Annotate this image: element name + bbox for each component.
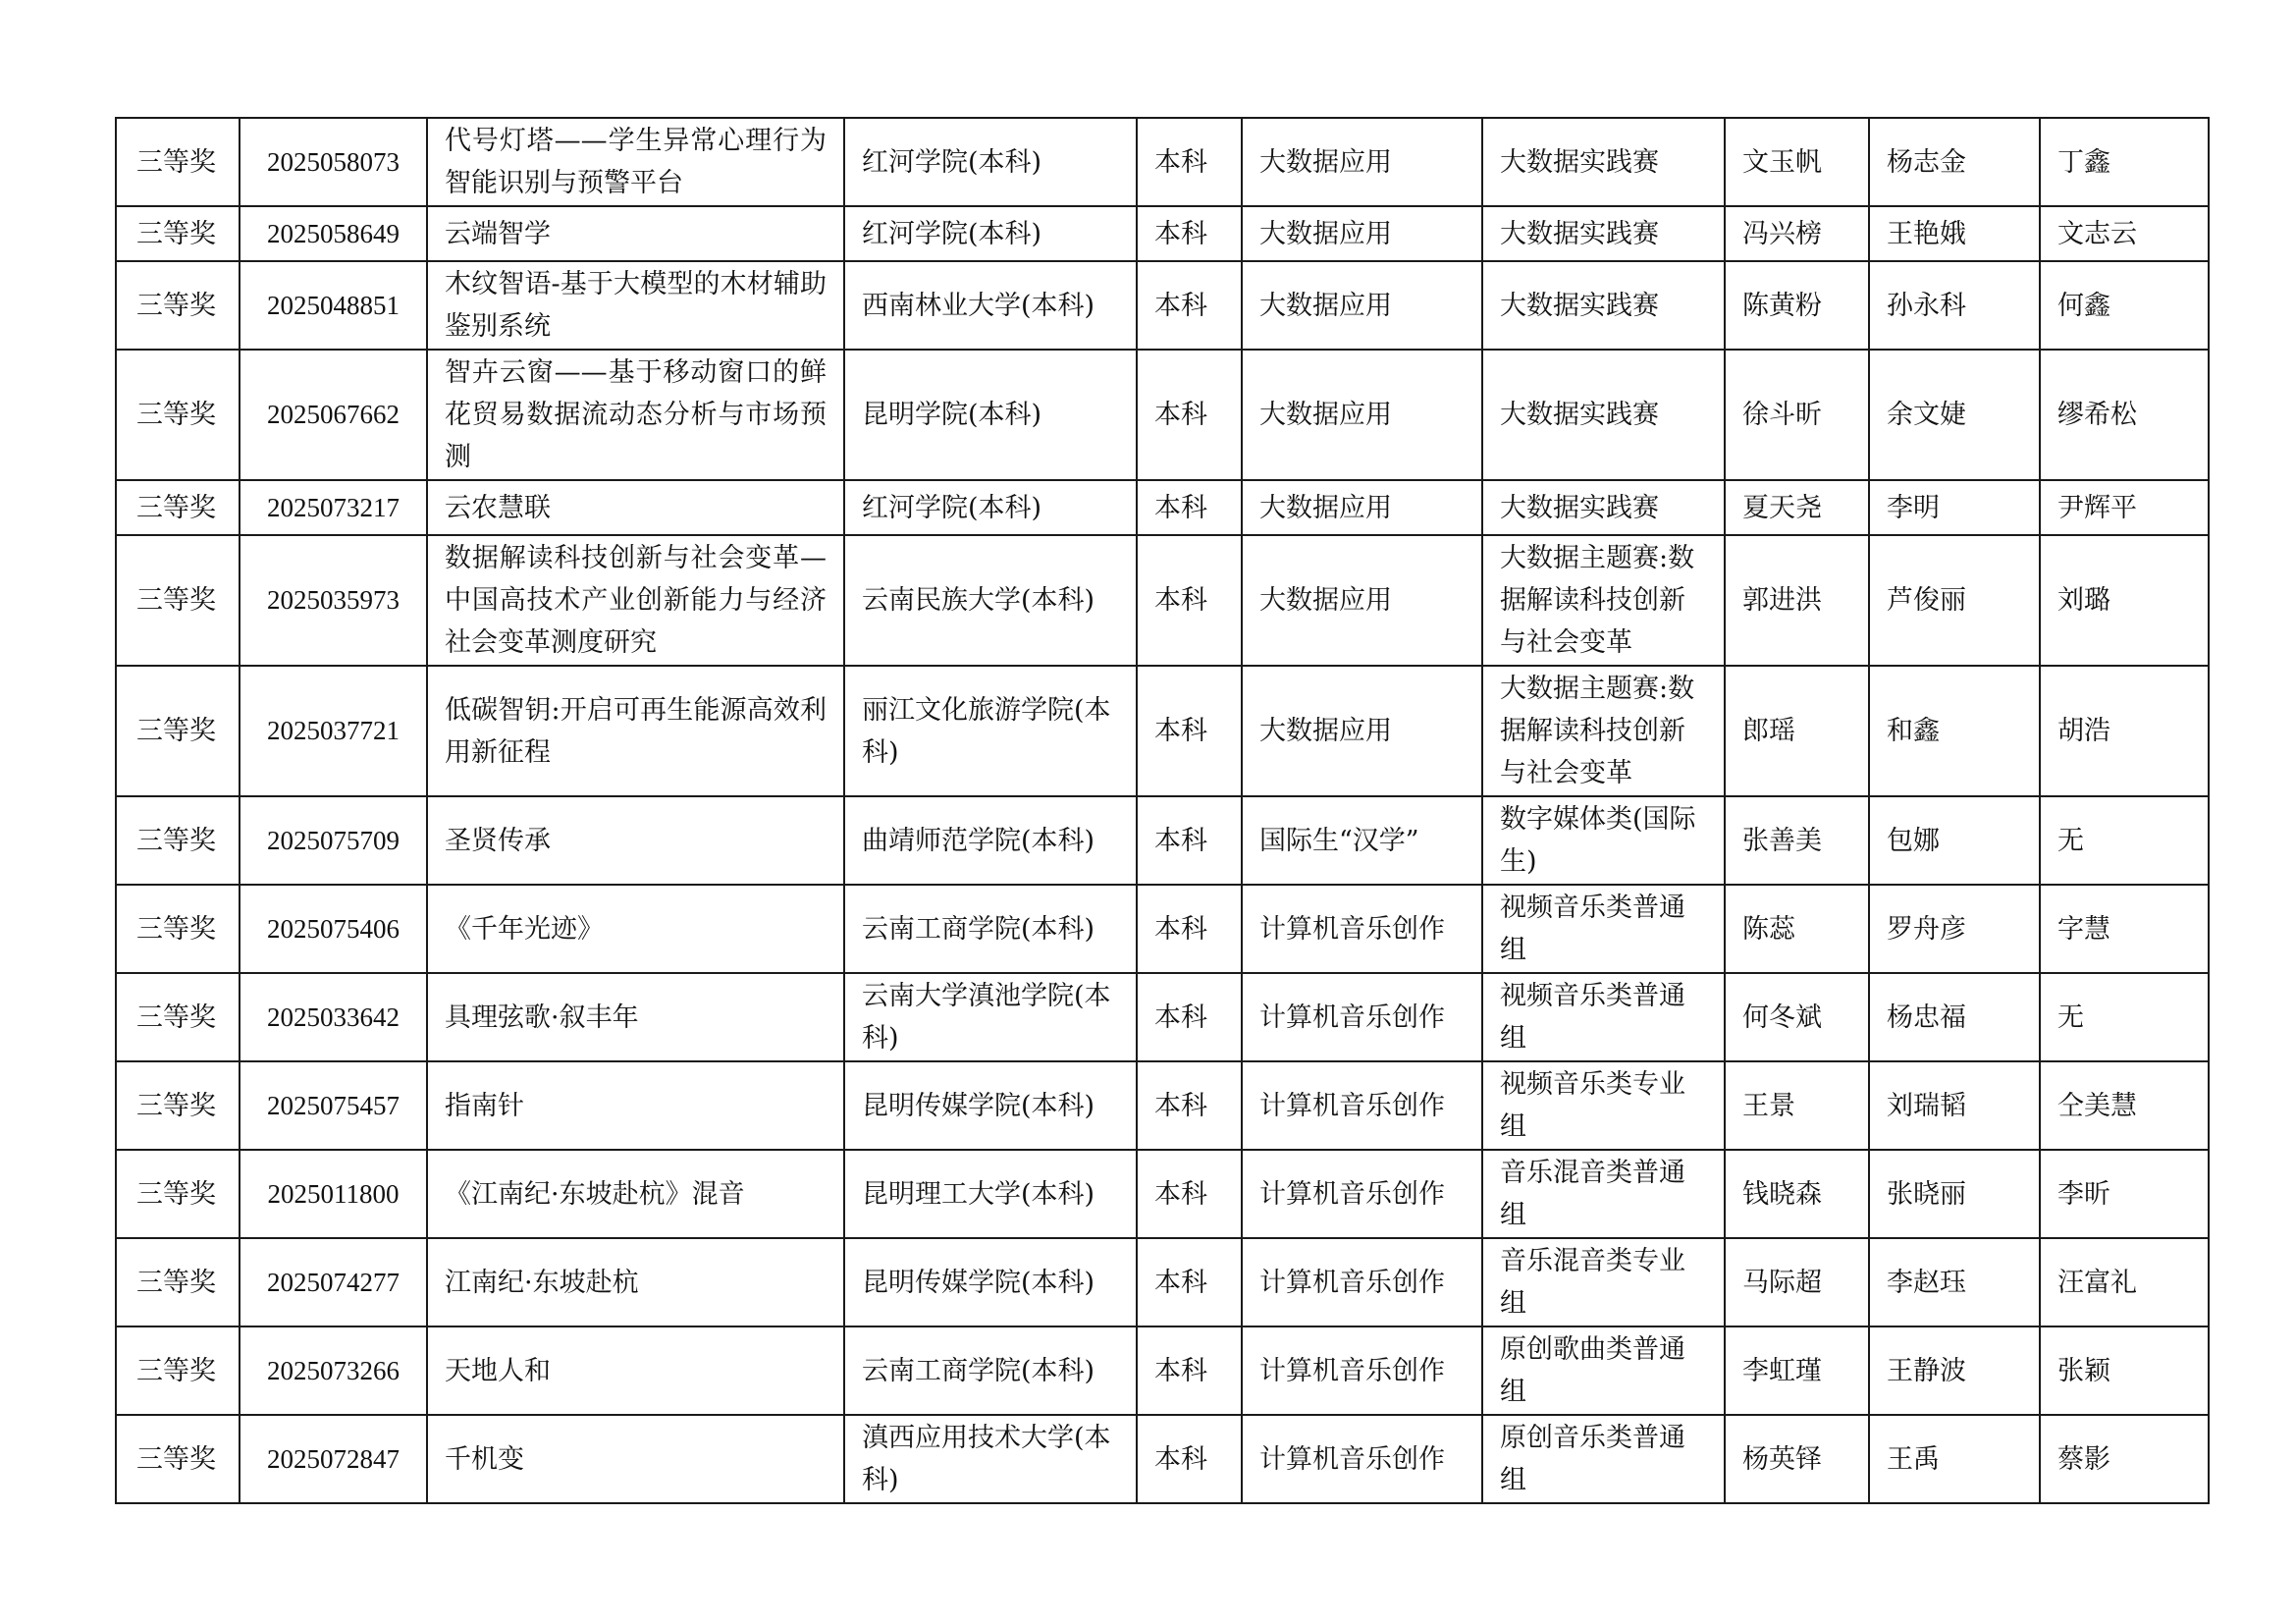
project-name-cell: 指南针 (427, 1061, 844, 1150)
category-cell: 计算机音乐创作 (1242, 1238, 1482, 1326)
entry-id-cell: 2025048851 (240, 261, 427, 350)
award-cell: 三等奖 (116, 1415, 240, 1503)
school-cell: 滇西应用技术大学(本科) (844, 1415, 1137, 1503)
teacher1-cell: 李赵珏 (1869, 1238, 2040, 1326)
category-cell: 计算机音乐创作 (1242, 1150, 1482, 1238)
teacher2-cell: 刘璐 (2040, 535, 2209, 666)
table-row (116, 1150, 2209, 1238)
teacher1-cell: 杨忠福 (1869, 973, 2040, 1061)
author-cell: 郎瑶 (1725, 666, 1869, 796)
project-name-cell: 天地人和 (427, 1326, 844, 1415)
level-cell: 本科 (1137, 535, 1242, 666)
table-row (116, 118, 2209, 206)
school-cell: 曲靖师范学院(本科) (844, 796, 1137, 885)
entry-id-cell: 2025033642 (240, 973, 427, 1061)
track-cell: 视频音乐类普通组 (1482, 885, 1725, 973)
category-cell: 大数据应用 (1242, 206, 1482, 261)
author-cell: 马际超 (1725, 1238, 1869, 1326)
teacher1-cell: 孙永科 (1869, 261, 2040, 350)
track-cell: 大数据实践赛 (1482, 350, 1725, 480)
project-name-cell: 低碳智钥:开启可再生能源高效利用新征程 (427, 666, 844, 796)
author-cell: 陈蕊 (1725, 885, 1869, 973)
entry-id-cell: 2025058649 (240, 206, 427, 261)
school-cell: 云南大学滇池学院(本科) (844, 973, 1137, 1061)
author-cell: 冯兴榜 (1725, 206, 1869, 261)
award-cell: 三等奖 (116, 796, 240, 885)
teacher1-cell: 王禹 (1869, 1415, 2040, 1503)
award-cell: 三等奖 (116, 973, 240, 1061)
project-name-cell: 具理弦歌·叙丰年 (427, 973, 844, 1061)
award-cell: 三等奖 (116, 1326, 240, 1415)
track-cell: 视频音乐类普通组 (1482, 973, 1725, 1061)
track-cell: 数字媒体类(国际生) (1482, 796, 1725, 885)
school-cell: 云南民族大学(本科) (844, 535, 1137, 666)
teacher2-cell: 胡浩 (2040, 666, 2209, 796)
table-row (116, 1326, 2209, 1415)
author-cell: 王景 (1725, 1061, 1869, 1150)
entry-id-cell: 2025037721 (240, 666, 427, 796)
school-cell: 昆明传媒学院(本科) (844, 1238, 1137, 1326)
category-cell: 国际生“汉学” (1242, 796, 1482, 885)
author-cell: 张善美 (1725, 796, 1869, 885)
school-cell: 云南工商学院(本科) (844, 1326, 1137, 1415)
level-cell: 本科 (1137, 973, 1242, 1061)
entry-id-cell: 2025072847 (240, 1415, 427, 1503)
school-cell: 云南工商学院(本科) (844, 885, 1137, 973)
category-cell: 计算机音乐创作 (1242, 1061, 1482, 1150)
entry-id-cell: 2025035973 (240, 535, 427, 666)
project-name-cell: 云端智学 (427, 206, 844, 261)
category-cell: 计算机音乐创作 (1242, 885, 1482, 973)
teacher2-cell: 缪希松 (2040, 350, 2209, 480)
project-name-cell: 木纹智语-基于大模型的木材辅助鉴别系统 (427, 261, 844, 350)
table-row (116, 480, 2209, 535)
track-cell: 音乐混音类普通组 (1482, 1150, 1725, 1238)
teacher1-cell: 和鑫 (1869, 666, 2040, 796)
project-name-cell: 智卉云窗——基于移动窗口的鲜花贸易数据流动态分析与市场预测 (427, 350, 844, 480)
teacher2-cell: 李昕 (2040, 1150, 2209, 1238)
school-cell: 红河学院(本科) (844, 118, 1137, 206)
author-cell: 郭进洪 (1725, 535, 1869, 666)
category-cell: 大数据应用 (1242, 480, 1482, 535)
teacher2-cell: 汪富礼 (2040, 1238, 2209, 1326)
level-cell: 本科 (1137, 118, 1242, 206)
award-cell: 三等奖 (116, 885, 240, 973)
author-cell: 杨英铎 (1725, 1415, 1869, 1503)
author-cell: 何冬斌 (1725, 973, 1869, 1061)
table-row (116, 350, 2209, 480)
track-cell: 大数据主题赛:数据解读科技创新与社会变革 (1482, 666, 1725, 796)
project-name-cell: 云农慧联 (427, 480, 844, 535)
teacher2-cell: 尹辉平 (2040, 480, 2209, 535)
teacher2-cell: 张颖 (2040, 1326, 2209, 1415)
author-cell: 夏天尧 (1725, 480, 1869, 535)
category-cell: 计算机音乐创作 (1242, 1415, 1482, 1503)
entry-id-cell: 2025074277 (240, 1238, 427, 1326)
project-name-cell: 千机变 (427, 1415, 844, 1503)
level-cell: 本科 (1137, 261, 1242, 350)
school-cell: 昆明理工大学(本科) (844, 1150, 1137, 1238)
project-name-cell: 数据解读科技创新与社会变革—中国高技术产业创新能力与经济社会变革测度研究 (427, 535, 844, 666)
level-cell: 本科 (1137, 1238, 1242, 1326)
award-cell: 三等奖 (116, 261, 240, 350)
category-cell: 大数据应用 (1242, 118, 1482, 206)
table-row (116, 973, 2209, 1061)
table-row (116, 885, 2209, 973)
teacher1-cell: 王艳娥 (1869, 206, 2040, 261)
award-cell: 三等奖 (116, 350, 240, 480)
author-cell: 陈黄粉 (1725, 261, 1869, 350)
entry-id-cell: 2025073217 (240, 480, 427, 535)
teacher2-cell: 何鑫 (2040, 261, 2209, 350)
school-cell: 红河学院(本科) (844, 480, 1137, 535)
award-cell: 三等奖 (116, 1238, 240, 1326)
table-row (116, 796, 2209, 885)
level-cell: 本科 (1137, 480, 1242, 535)
award-cell: 三等奖 (116, 1150, 240, 1238)
table-row (116, 1238, 2209, 1326)
entry-id-cell: 2025075709 (240, 796, 427, 885)
award-cell: 三等奖 (116, 480, 240, 535)
entry-id-cell: 2025075406 (240, 885, 427, 973)
project-name-cell: 《千年光迹》 (427, 885, 844, 973)
level-cell: 本科 (1137, 350, 1242, 480)
project-name-cell: 代号灯塔——学生异常心理行为智能识别与预警平台 (427, 118, 844, 206)
teacher1-cell: 王静波 (1869, 1326, 2040, 1415)
teacher1-cell: 包娜 (1869, 796, 2040, 885)
entry-id-cell: 2025067662 (240, 350, 427, 480)
track-cell: 音乐混音类专业组 (1482, 1238, 1725, 1326)
teacher1-cell: 杨志金 (1869, 118, 2040, 206)
teacher1-cell: 张晓丽 (1869, 1150, 2040, 1238)
track-cell: 大数据主题赛:数据解读科技创新与社会变革 (1482, 535, 1725, 666)
table-row (116, 535, 2209, 666)
level-cell: 本科 (1137, 1326, 1242, 1415)
category-cell: 计算机音乐创作 (1242, 973, 1482, 1061)
teacher2-cell: 仝美慧 (2040, 1061, 2209, 1150)
category-cell: 大数据应用 (1242, 666, 1482, 796)
teacher1-cell: 芦俊丽 (1869, 535, 2040, 666)
track-cell: 视频音乐类专业组 (1482, 1061, 1725, 1150)
level-cell: 本科 (1137, 1150, 1242, 1238)
level-cell: 本科 (1137, 796, 1242, 885)
school-cell: 昆明传媒学院(本科) (844, 1061, 1137, 1150)
project-name-cell: 圣贤传承 (427, 796, 844, 885)
teacher2-cell: 丁鑫 (2040, 118, 2209, 206)
entry-id-cell: 2025075457 (240, 1061, 427, 1150)
teacher1-cell: 余文婕 (1869, 350, 2040, 480)
level-cell: 本科 (1137, 1061, 1242, 1150)
entry-id-cell: 2025011800 (240, 1150, 427, 1238)
category-cell: 大数据应用 (1242, 261, 1482, 350)
entry-id-cell: 2025073266 (240, 1326, 427, 1415)
track-cell: 原创歌曲类普通组 (1482, 1326, 1725, 1415)
project-name-cell: 《江南纪·东坡赴杭》混音 (427, 1150, 844, 1238)
school-cell: 丽江文化旅游学院(本科) (844, 666, 1137, 796)
author-cell: 徐斗昕 (1725, 350, 1869, 480)
project-name-cell: 江南纪·东坡赴杭 (427, 1238, 844, 1326)
level-cell: 本科 (1137, 885, 1242, 973)
track-cell: 大数据实践赛 (1482, 206, 1725, 261)
table-row (116, 666, 2209, 796)
award-cell: 三等奖 (116, 206, 240, 261)
school-cell: 昆明学院(本科) (844, 350, 1137, 480)
track-cell: 大数据实践赛 (1482, 261, 1725, 350)
teacher1-cell: 罗舟彦 (1869, 885, 2040, 973)
teacher2-cell: 无 (2040, 973, 2209, 1061)
teacher2-cell: 蔡影 (2040, 1415, 2209, 1503)
author-cell: 文玉帆 (1725, 118, 1869, 206)
table-row (116, 206, 2209, 261)
award-cell: 三等奖 (116, 118, 240, 206)
awards-table (115, 117, 2210, 1504)
school-cell: 红河学院(本科) (844, 206, 1137, 261)
category-cell: 大数据应用 (1242, 350, 1482, 480)
school-cell: 西南林业大学(本科) (844, 261, 1137, 350)
teacher2-cell: 无 (2040, 796, 2209, 885)
award-cell: 三等奖 (116, 535, 240, 666)
level-cell: 本科 (1137, 666, 1242, 796)
table-row (116, 261, 2209, 350)
teacher1-cell: 刘瑞韬 (1869, 1061, 2040, 1150)
track-cell: 大数据实践赛 (1482, 480, 1725, 535)
author-cell: 钱晓森 (1725, 1150, 1869, 1238)
table-row (116, 1061, 2209, 1150)
track-cell: 大数据实践赛 (1482, 118, 1725, 206)
award-cell: 三等奖 (116, 1061, 240, 1150)
level-cell: 本科 (1137, 1415, 1242, 1503)
category-cell: 大数据应用 (1242, 535, 1482, 666)
awards-table-body (116, 118, 2209, 1503)
teacher2-cell: 文志云 (2040, 206, 2209, 261)
award-cell: 三等奖 (116, 666, 240, 796)
table-row (116, 1415, 2209, 1503)
level-cell: 本科 (1137, 206, 1242, 261)
entry-id-cell: 2025058073 (240, 118, 427, 206)
teacher1-cell: 李明 (1869, 480, 2040, 535)
author-cell: 李虹瑾 (1725, 1326, 1869, 1415)
track-cell: 原创音乐类普通组 (1482, 1415, 1725, 1503)
teacher2-cell: 字慧 (2040, 885, 2209, 973)
category-cell: 计算机音乐创作 (1242, 1326, 1482, 1415)
